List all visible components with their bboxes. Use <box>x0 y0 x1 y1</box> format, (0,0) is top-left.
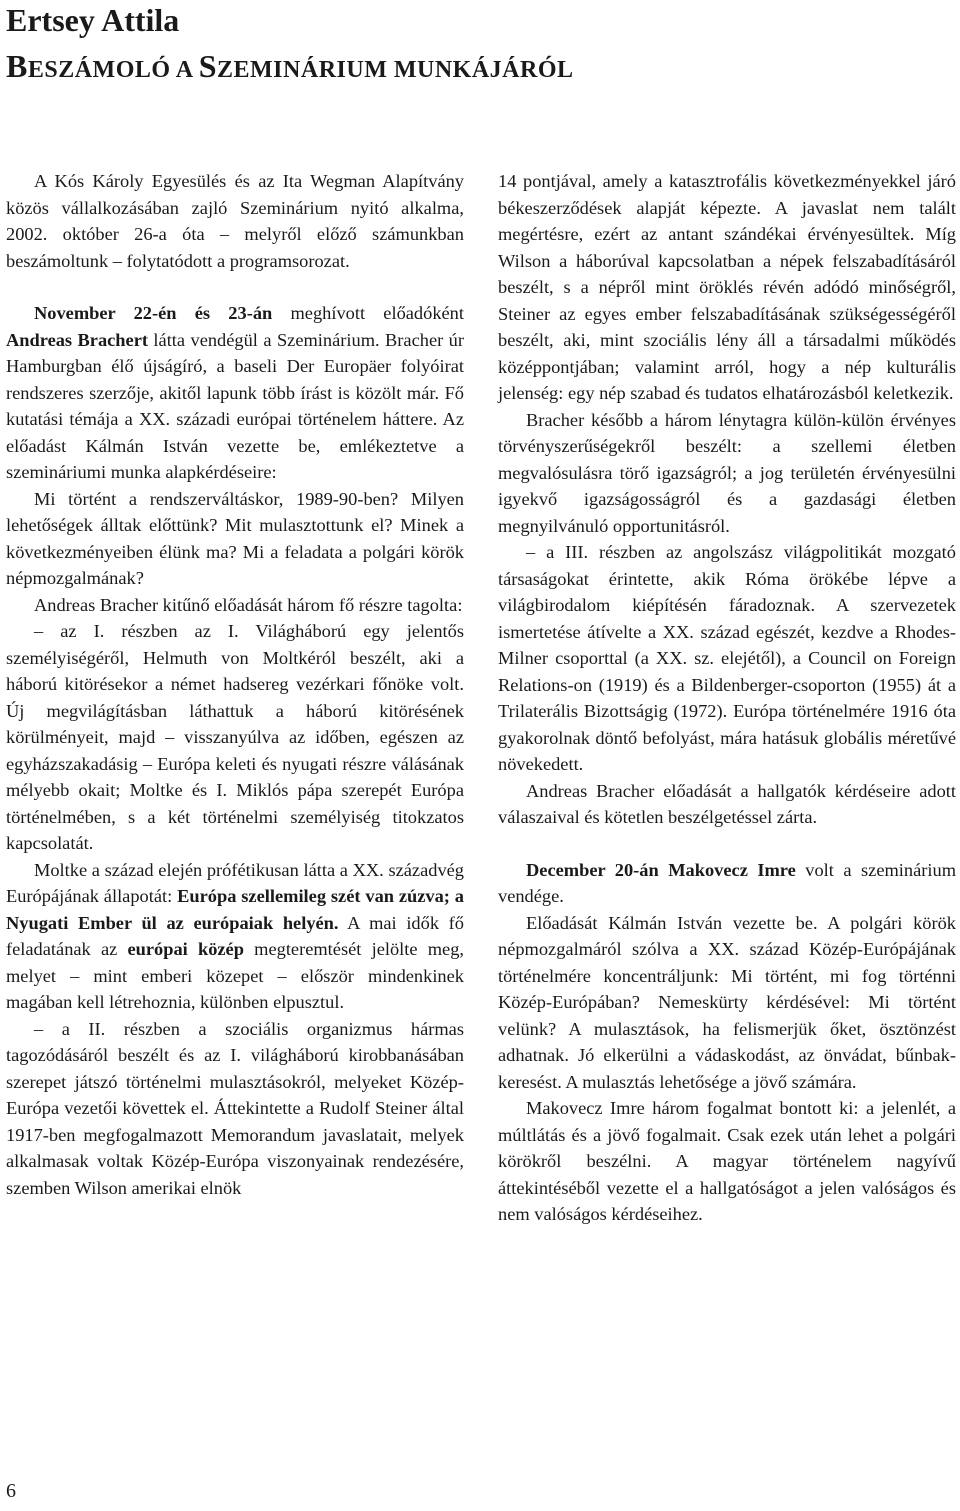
bold-name: Andreas Brachert <box>6 329 148 350</box>
paragraph: Andreas Bracher előadását a hallgatók kérdéseire adott válaszaival és kötetlen beszélgetéssel zárta. <box>498 780 956 827</box>
paragraph: A Kós Károly Egyesülés és az Ita Wegman Alapítvány közös vállalkozásában zajló Szeminárium nyitó alkalma, 2002. október 26-a óta – melyről előző számunkban beszámoltunk – folytatódott a programsorozat. <box>6 171 464 271</box>
text-run: látta vendégül a Szeminárium. Bracher úr Hamburgban élő újságíró, a baseli Der Europäer folyóirat rendszeres szerzője, akitől lapunk több írást is közölt már. Fő kutatási témája a XX. századi európai történelem háttere. Az előadást Kálmán István vezette be, emlékeztetve a szemináriumi munka alapkérdéseire: <box>6 329 464 482</box>
title-initial-1: B <box>6 48 28 84</box>
title-part-1: ESZÁMOLÓ A <box>27 57 199 83</box>
text-run: megteremtését jelölte meg, melyet – mint emberi közepet – először mindenkinek magában kell létrehoznia, különben elpusztul. <box>6 939 465 1012</box>
paragraph: – az I. részben az I. Világháború egy jelentős személyiségéről, Helmuth von Moltkéról beszélt, aki a háború kitörésekor a német hadsereg vezérkari főnöke volt. Új megvilágításban láthattuk a háború kitörésének körülményeit, majd – visszanyúlva az időben, egészen az egyházszakadásig – Európa keleti és nyugati részre válásának mélyebb okait; Moltke és I. Miklós pápa szerepét Európa történelmében, s a két történelmi személyiség titokzatos kapcsolatát. <box>6 621 464 853</box>
text-run: A mai idők fő feladatának az <box>6 912 464 959</box>
paragraph: – a II. részben a szociális organizmus hármas tagozódásáról beszélt és az I. világháború kirobbanásában szerepet játszó történelmi mulasztásokról, melyeket Közép-Európa vezetői követtek el. Áttekintette a Rudolf Steiner által 1917-ben megfogalmazott Memorandum javaslatait, melyek alkalmasak voltak Közép-Európa viszonyainak rendezésére, szemben Wilson amerikai elnök <box>6 1018 464 1198</box>
paragraph <box>6 300 464 486</box>
title-initial-2: S <box>198 48 218 84</box>
paragraph: Bracher később a három lénytagra külön-külön érvényes törvényszerűségekről beszélt: a szellemi életben megvalósulásra törő igazságról; a jog területén érvényesülni igyekvő igazságosságról és a gazdasági életben megnyilvánuló opportunitásról. <box>498 409 956 536</box>
paragraph <box>6 857 464 1016</box>
left-column <box>6 168 464 1201</box>
page-number: 6 <box>6 1480 16 1502</box>
title-part-2: ZEMINÁRIUM MUNKÁJÁRÓL <box>217 57 574 83</box>
article-title <box>6 50 574 86</box>
paragraph: – a III. részben az angolszász világpolitikát mozgató társaságokat érintette, akik Róma örökébe lépve a világbirodalom kiépítésén fáradoznak. A szervezetek ismertetése átívelte a XX. század egészét, kezdve a Rhodes-Milner csoporttal (a XX. sz. elejétől), a Council on Foreign Relations-on (1919) és a Bildenberger-csoporton (1955) át a Trilaterális Bizottságig (1972). Európa történelmére 1916 óta gyakorolnak döntő befolyást, mára hatásuk globális méretűvé növekedett. <box>498 542 956 774</box>
paragraph: 14 pontjával, amely a katasztrofális következményekkel járó békeszerződések alapját képezte. A javaslat nem talált megértésre, ezért az antant szándékai érvényesültek. Míg Wilson a háborúval kapcsolatban a népek felszabadításáról beszélt, s a népről mint öröklés révén adódó minőségről, Steiner az egyes ember felszabadításának szükségességéről beszélt, aki, mint szociális lény áll a társadalmi működés középpontjában; valamint arról, hogy a nép kulturális jelenség: egy nép szabad és tudatos elhatározásból keletkezik. <box>498 171 956 403</box>
bold-date: December 20-án Makovecz Imre <box>526 859 796 880</box>
text-run: Moltke a század elején prófétikusan látta a XX. századvég Európájának állapotát: <box>6 859 464 906</box>
right-column <box>498 168 956 1228</box>
paragraph: Mi történt a rendszerváltáskor, 1989-90-ben? Milyen lehetőségek álltak előttünk? Mit mulasztottunk el? Minek a következményeiben élünk ma? Mi a feladata a polgári körök népmozgalmának? <box>6 488 464 588</box>
paragraph <box>498 857 956 910</box>
paragraph: Előadását Kálmán István vezette be. A polgári körök népmozgalmáról szólva a XX. század Közép-Európájának történelmére koncentráljunk: Mi történt, mi fog történni Közép-Európában? Nemeskürty kérdésével: Mi történt velünk? A mulasztások, ha felismerjük őket, ösztönzést adhatnak. Jó elkerülni a vádaskodást, az önvádat, bűnbak-keresést. A mulasztás lehetősége a jövő számára. <box>498 912 956 1092</box>
bold-term: európai közép <box>127 939 244 959</box>
text-run: meghívott előadóként <box>272 303 464 323</box>
bold-date: November 22-én és 23-án <box>34 303 273 323</box>
text-run: volt a szeminárium vendége. <box>498 859 956 906</box>
paragraph: Andreas Bracher kitűnő előadását három fő részre tagolta: <box>34 594 463 615</box>
author-name: Ertsey Attila <box>6 2 180 38</box>
paragraph: Makovecz Imre három fogalmat bontott ki: a jelenlét, a múltlátás és a jövő fogalmait. Csak ezek után lehet a polgári körökről beszélni. A magyar történelem nagyívű áttekintéséből vezette el a hallgatóságot a jelen valóságos és nem valóságos kérdéseihez. <box>498 1098 956 1224</box>
bold-quote: Európa szellemileg szét van zúzva; a Nyugati Ember ül az európaiak helyén. <box>6 886 464 933</box>
